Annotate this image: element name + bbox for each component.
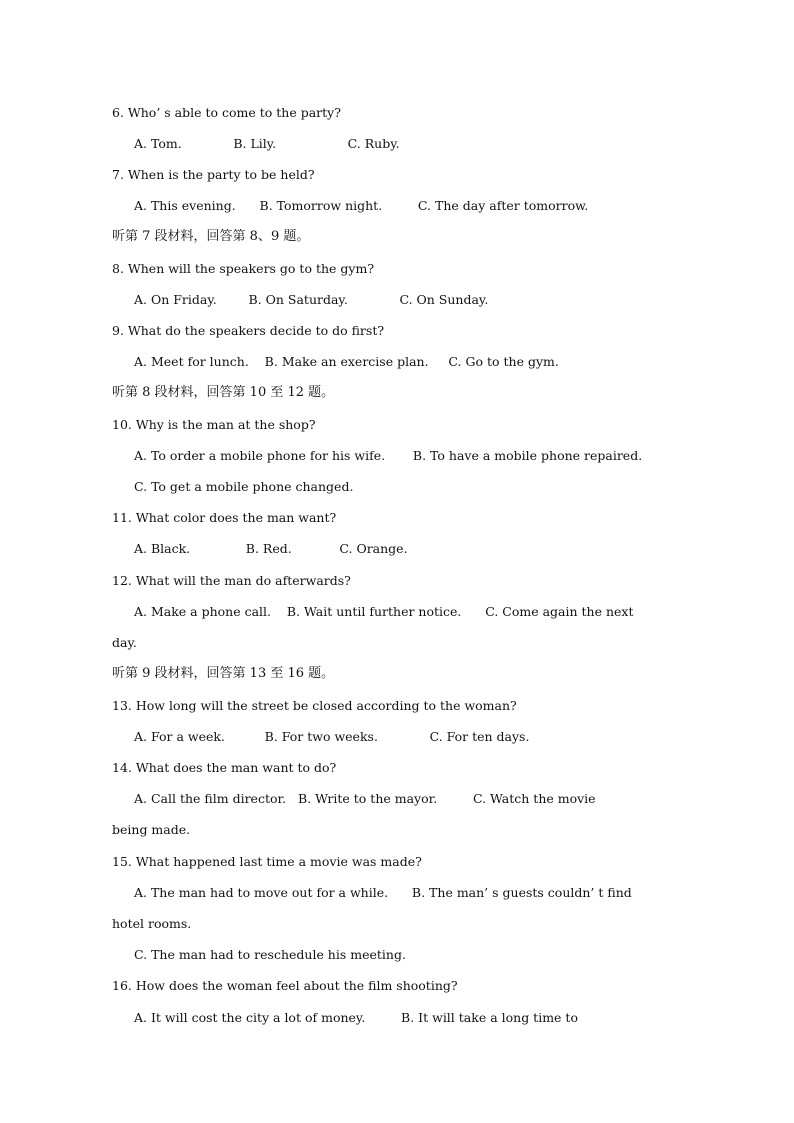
question-14-options-continued: being made. bbox=[112, 822, 191, 837]
question-10-options-ab: A. To order a mobile phone for his wife. B. To have a mobile phone repaired. bbox=[134, 448, 643, 463]
question-12-options-continued: day. bbox=[112, 635, 137, 650]
question-6-options: A. Tom. B. Lily. C. Ruby. bbox=[134, 136, 400, 151]
question-8: 8. When will the speakers go to the gym? bbox=[112, 261, 375, 276]
question-15-options-continued: hotel rooms. bbox=[112, 916, 192, 931]
question-13-options: A. For a week. B. For two weeks. C. For ten days. bbox=[134, 729, 530, 744]
question-7-options: A. This evening. B. Tomorrow night. C. The day after tomorrow. bbox=[134, 198, 589, 213]
question-15-option-c: C. The man had to reschedule his meeting. bbox=[134, 947, 406, 962]
question-10-option-c: C. To get a mobile phone changed. bbox=[134, 479, 354, 494]
question-15: 15. What happened last time a movie was made? bbox=[112, 854, 422, 869]
question-15-options-ab: A. The man had to move out for a while. B. The man’ s guests couldn’ t find bbox=[134, 885, 632, 900]
section-heading-8: 听第 8 段材料，回答第 10 至 12 题。 bbox=[112, 385, 335, 400]
question-7: 7. When is the party to be held? bbox=[112, 167, 315, 182]
section-heading-9: 听第 9 段材料，回答第 13 至 16 题。 bbox=[112, 666, 335, 681]
question-6: 6. Who’ s able to come to the party? bbox=[112, 105, 341, 120]
question-12: 12. What will the man do afterwards? bbox=[112, 573, 351, 588]
question-16-options: A. It will cost the city a lot of money. B. It will take a long time to bbox=[134, 1010, 578, 1025]
question-14-options: A. Call the film director. B. Write to the mayor. C. Watch the movie bbox=[134, 791, 596, 806]
question-11: 11. What color does the man want? bbox=[112, 510, 337, 525]
section-heading-7: 听第 7 段材料，回答第 8、9 题。 bbox=[112, 229, 310, 244]
question-14: 14. What does the man want to do? bbox=[112, 760, 337, 775]
question-16: 16. How does the woman feel about the film shooting? bbox=[112, 978, 458, 993]
question-11-options: A. Black. B. Red. C. Orange. bbox=[134, 541, 408, 556]
question-13: 13. How long will the street be closed according to the woman? bbox=[112, 698, 517, 713]
question-9-options: A. Meet for lunch. B. Make an exercise plan. C. Go to the gym. bbox=[134, 354, 559, 369]
question-10: 10. Why is the man at the shop? bbox=[112, 417, 316, 432]
question-12-options: A. Make a phone call. B. Wait until further notice. C. Come again the next bbox=[134, 604, 634, 619]
question-9: 9. What do the speakers decide to do first? bbox=[112, 323, 385, 338]
question-8-options: A. On Friday. B. On Saturday. C. On Sunday. bbox=[134, 292, 489, 307]
